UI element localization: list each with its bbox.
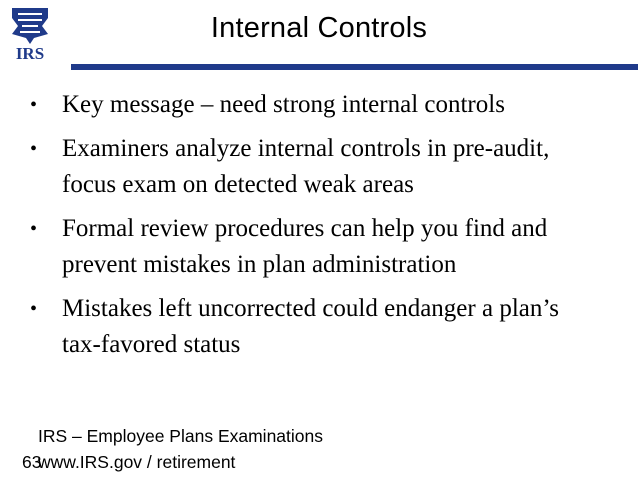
footer-url: www.IRS.gov / retirement xyxy=(38,452,236,472)
bullet-item xyxy=(26,131,586,203)
bullet-list xyxy=(26,87,586,371)
footer-organization: IRS – Employee Plans Examinations xyxy=(38,426,323,446)
page-number: 63 xyxy=(22,452,42,472)
bullet-item xyxy=(26,291,586,363)
bullet-item xyxy=(26,211,586,283)
bullet-icon: • xyxy=(30,218,38,240)
bullet-icon: • xyxy=(30,138,38,160)
bullet-icon: • xyxy=(30,94,38,116)
bullet-text: Examiners analyze internal controls in pre-audit, focus exam on detected weak areas xyxy=(62,135,550,198)
bullet-text: Mistakes left uncorrected could endanger a plan’s tax-favored status xyxy=(62,295,560,358)
bullet-item xyxy=(26,87,586,123)
title-underline xyxy=(71,64,638,70)
bullet-icon: • xyxy=(30,298,38,320)
svg-text:IRS: IRS xyxy=(15,44,45,62)
slide-title: Internal Controls xyxy=(210,12,428,44)
bullet-text: Key message – need strong internal controls xyxy=(62,91,505,118)
bullet-text: Formal review procedures can help you find and prevent mistakes in plan administration xyxy=(62,215,548,278)
